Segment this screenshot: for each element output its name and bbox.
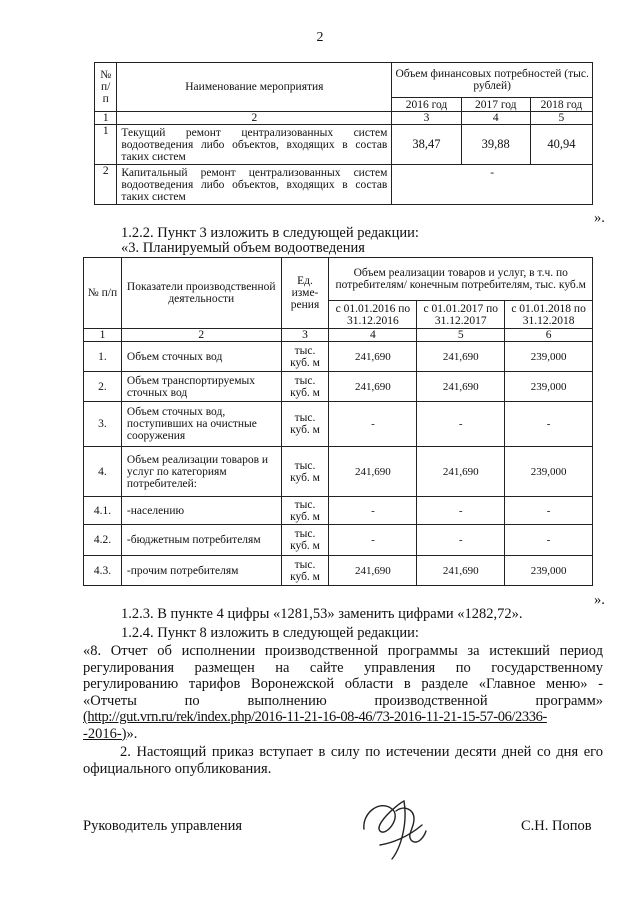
para-1-2-4: 1.2.4. Пункт 8 изложить в следующей редакции: — [121, 625, 419, 641]
t2-row-unit: тыс. куб. м — [281, 556, 329, 586]
table-row — [84, 402, 593, 447]
t2-value: 241,690 — [329, 372, 417, 402]
t2-value: 239,000 — [505, 342, 593, 372]
t1-header-name: Наименование мероприятия — [117, 63, 392, 112]
para-2-line: официального опубликования. — [83, 760, 272, 777]
water-volume-table — [83, 257, 593, 586]
para-1-2-3: 1.2.3. В пункте 4 цифры «1281,53» заменить цифрами «1282,72». — [121, 606, 523, 622]
table-row — [95, 165, 593, 205]
table-row — [84, 447, 593, 497]
t2-value: - — [329, 402, 417, 447]
table-row — [84, 525, 593, 556]
para-8-line: регулированию тарифов Воронежской области в разделе «Главное меню» - — [83, 676, 603, 692]
t2-row-num: 4.2. — [84, 525, 122, 556]
t2-value: 241,690 — [417, 342, 505, 372]
t2-value: - — [417, 497, 505, 525]
t2-row-unit: тыс. куб. м — [281, 342, 329, 372]
t2-value: 239,000 — [505, 372, 593, 402]
t1-row-num: 2 — [95, 165, 117, 205]
signer-name: С.Н. Попов — [521, 818, 592, 834]
t1-index: 2 — [117, 112, 392, 125]
t2-period: с 01.01.2017 по 31.12.2017 — [417, 301, 505, 329]
t2-row-name: Объем сточных вод — [121, 342, 281, 372]
t1-value: 39,88 — [461, 125, 530, 165]
section-3-title: «3. Планируемый объем водоотведения — [121, 240, 365, 256]
t1-row-name: Капитальный ремонт централизованных систем водоотведения либо объектов, входящих в состав таких систем — [117, 165, 392, 205]
page-number: 2 — [316, 30, 324, 45]
t2-value: - — [505, 525, 593, 556]
para-8 — [83, 643, 603, 742]
t2-row-name: -населению — [121, 497, 281, 525]
t2-row-unit: тыс. куб. м — [281, 497, 329, 525]
t2-value: - — [505, 497, 593, 525]
para-8-line: «8. Отчет об исполнении производственной программы за истекший период — [83, 643, 603, 659]
t2-value: 241,690 — [417, 556, 505, 586]
t2-value: 241,690 — [417, 372, 505, 402]
t1-year: 2018 год — [530, 98, 592, 112]
t2-period: с 01.01.2016 по 31.12.2016 — [329, 301, 417, 329]
t2-row-unit: тыс. куб. м — [281, 402, 329, 447]
table-row — [95, 125, 593, 165]
t2-index: 6 — [505, 329, 593, 342]
table-row — [84, 497, 593, 525]
t1-year: 2017 год — [461, 98, 530, 112]
t2-row-num: 4.3. — [84, 556, 122, 586]
t2-index: 2 — [121, 329, 281, 342]
t2-index: 4 — [329, 329, 417, 342]
financial-needs-table — [94, 62, 593, 205]
t2-value: 241,690 — [329, 342, 417, 372]
t1-header-num: № п/п — [95, 63, 117, 112]
signer-title: Руководитель управления — [83, 818, 243, 834]
t1-index: 5 — [530, 112, 592, 125]
t2-row-name: -бюджетным потребителям — [121, 525, 281, 556]
t1-header-fin: Объем финансовых потребностей (тыс. рублей) — [392, 63, 593, 98]
t2-row-unit: тыс. куб. м — [281, 372, 329, 402]
t2-row-unit: тыс. куб. м — [281, 525, 329, 556]
t2-row-num: 4. — [84, 447, 122, 497]
t2-value: 241,690 — [417, 447, 505, 497]
handwritten-signature — [352, 785, 442, 865]
t1-value: 40,94 — [530, 125, 592, 165]
t2-value: - — [417, 402, 505, 447]
t1-row-name: Текущий ремонт централизованных систем водоотведения либо объектов, входящих в состав таких систем — [117, 125, 392, 165]
t2-value: - — [417, 525, 505, 556]
t1-row-num: 1 — [95, 125, 117, 165]
table-row — [84, 372, 593, 402]
t2-value: - — [329, 525, 417, 556]
report-link-cont[interactable]: -2016-) — [83, 725, 127, 742]
para-8-line: «Отчеты по выполнению производственной программ» — [83, 692, 603, 709]
t2-period: с 01.01.2018 по 31.12.2018 — [505, 301, 593, 329]
t2-value: - — [505, 402, 593, 447]
t1-dash: - — [392, 165, 593, 205]
t2-row-name: Объем сточных вод, поступивших на очистные сооружения — [121, 402, 281, 447]
t1-value: 38,47 — [392, 125, 461, 165]
para-1-2-2: 1.2.2. Пункт 3 изложить в следующей редакции: — [121, 225, 419, 241]
t2-index: 3 — [281, 329, 329, 342]
t2-value: 239,000 — [505, 447, 593, 497]
table-row — [84, 342, 593, 372]
t2-row-num: 3. — [84, 402, 122, 447]
t2-row-num: 4.1. — [84, 497, 122, 525]
report-link[interactable]: (http://gut.vrn.ru/rek/index.php/2016-11-21-16-08-46/73-2016-11-21-15-57-06/2336- — [83, 709, 547, 725]
para-8-line: регулирования размещен на сайте управления по государственному — [83, 659, 603, 676]
t2-value: 241,690 — [329, 447, 417, 497]
table-row — [84, 556, 593, 586]
t2-header-num: № п/п — [84, 258, 122, 329]
t2-index: 5 — [417, 329, 505, 342]
t2-value: 239,000 — [505, 556, 593, 586]
para-2-line: 2. Настоящий приказ вступает в силу по истечении десяти дней со дня его — [120, 744, 603, 760]
t1-index: 1 — [95, 112, 117, 125]
t2-row-name: Объем транспортируемых сточных вод — [121, 372, 281, 402]
t2-value: 241,690 — [329, 556, 417, 586]
para-2 — [83, 744, 603, 777]
t1-year: 2016 год — [392, 98, 461, 112]
t2-index: 1 — [84, 329, 122, 342]
t2-close-quote: ». — [594, 592, 605, 608]
t2-row-num: 2. — [84, 372, 122, 402]
t1-close-quote: ». — [594, 210, 605, 226]
t2-row-name: Объем реализации товаров и услуг по категориям потребителей: — [121, 447, 281, 497]
t2-header-volume: Объем реализации товаров и услуг, в т.ч. по потребителям/ конечным потребителям, тыс. куб.м — [329, 258, 593, 301]
t2-header-unit: Ед. изме-рения — [281, 258, 329, 329]
t2-value: - — [329, 497, 417, 525]
t2-row-name: -прочим потребителям — [121, 556, 281, 586]
t2-row-unit: тыс. куб. м — [281, 447, 329, 497]
t1-index: 3 — [392, 112, 461, 125]
para-8-close: ». — [126, 725, 138, 742]
t1-index: 4 — [461, 112, 530, 125]
t2-row-num: 1. — [84, 342, 122, 372]
t2-header-indicator: Показатели производственной деятельности — [121, 258, 281, 329]
